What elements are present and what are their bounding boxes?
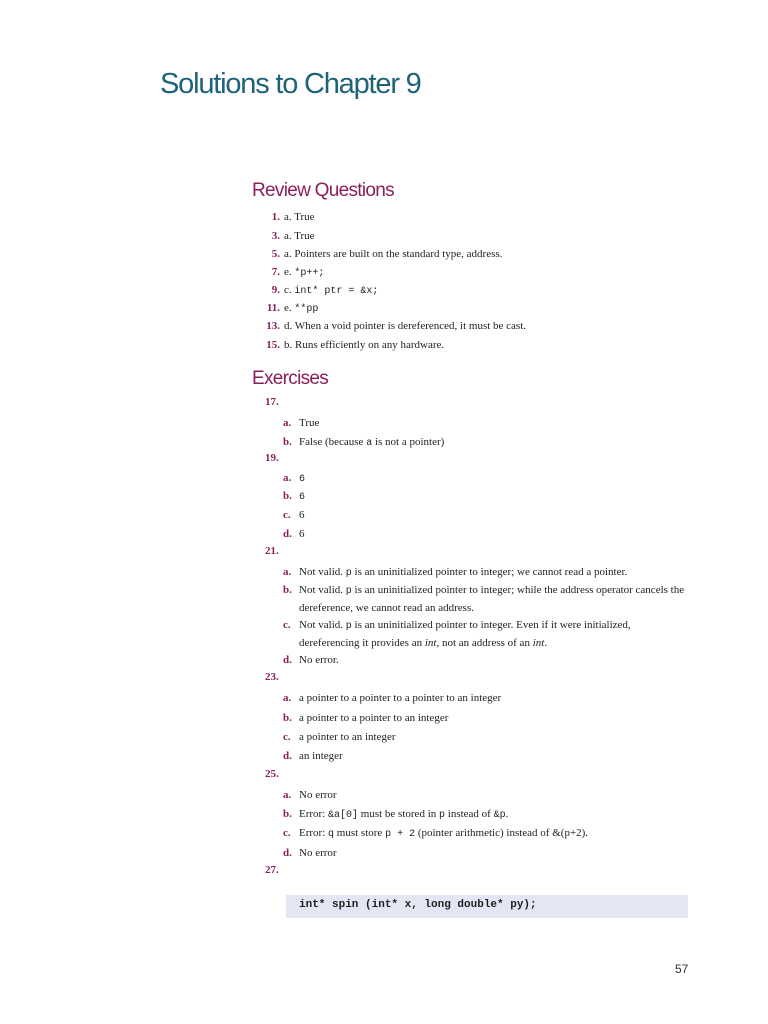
answer-text: is not a pointer) xyxy=(372,436,445,448)
answer-label: d. xyxy=(283,847,292,859)
answer-label: a. xyxy=(283,566,292,578)
page-number: 57 xyxy=(675,962,689,976)
answer-text: (pointer arithmetic) instead of &(p+2). xyxy=(415,827,589,839)
exercise-number-25: 25. xyxy=(265,768,279,780)
exercise-23-c xyxy=(283,729,691,746)
review-item-number: 5. xyxy=(271,248,280,260)
answer-text: must be stored in xyxy=(358,808,439,820)
answer-text: instead of xyxy=(445,808,494,820)
answer-label: d. xyxy=(283,528,292,540)
answer-code: p xyxy=(345,568,352,579)
answer-text: 6 xyxy=(299,509,305,521)
exercise-23-a xyxy=(283,690,691,707)
exercise-19-d xyxy=(283,526,691,543)
answer-label: b. xyxy=(283,584,292,596)
answer-code: p + 2 xyxy=(385,829,416,840)
review-item-7 xyxy=(271,264,325,282)
exercise-21-c xyxy=(283,617,691,652)
answer-code: p xyxy=(345,621,352,632)
answer-label: c. xyxy=(283,827,291,839)
answer-italic: int xyxy=(532,637,545,649)
answer-text: False (because xyxy=(299,436,367,448)
answer-code: a xyxy=(366,438,373,449)
answer-label: b. xyxy=(283,436,292,448)
exercise-21-d xyxy=(283,652,691,669)
answer-text: True xyxy=(299,417,320,429)
exercise-23-d xyxy=(283,748,691,765)
review-item-11 xyxy=(266,300,319,318)
review-item-number: 7. xyxy=(271,266,280,278)
review-item-9 xyxy=(271,282,379,300)
review-item-number: 11. xyxy=(266,302,280,314)
answer-code: p xyxy=(345,586,352,597)
answer-label: c. xyxy=(283,509,291,521)
answer-text: No error xyxy=(299,789,337,801)
review-item-3 xyxy=(271,228,315,244)
code-block xyxy=(286,895,688,918)
exercise-19-c xyxy=(283,507,691,524)
chapter-title: Solutions to Chapter 9 xyxy=(160,68,421,100)
answer-code: p xyxy=(439,810,446,821)
review-item-answer: b. Runs efficiently on any hardware. xyxy=(284,339,445,351)
answer-label: a. xyxy=(283,472,292,484)
exercise-number-27: 27. xyxy=(265,864,279,876)
answer-text: a pointer to a pointer to a pointer to an integer xyxy=(299,692,502,704)
answer-text: No error xyxy=(299,847,337,859)
answer-text: a pointer to a pointer to an integer xyxy=(299,712,449,724)
review-item-15 xyxy=(266,337,445,353)
exercise-17-a xyxy=(283,415,691,432)
exercise-23-b xyxy=(283,710,691,727)
exercise-25-d xyxy=(283,845,691,862)
answer-label: a. xyxy=(283,692,292,704)
answer-text: an integer xyxy=(299,750,343,762)
answer-text: is an uninitialized pointer to integer; while the address operator cancels the dereference, we cannot read an address. xyxy=(299,584,685,614)
answer-label: d. xyxy=(283,750,292,762)
exercise-21-a xyxy=(283,564,691,582)
exercises-heading: Exercises xyxy=(252,368,329,389)
answer-text: Error: xyxy=(299,827,329,839)
answer-code: &a[0] xyxy=(328,810,359,821)
review-item-1 xyxy=(271,209,315,225)
review-item-prefix: c. xyxy=(284,284,295,296)
answer-text: . xyxy=(544,637,548,649)
exercise-number-19: 19. xyxy=(265,452,279,464)
answer-text: 6 xyxy=(299,528,305,540)
review-item-13 xyxy=(266,318,527,334)
answer-text: is an uninitialized pointer to integer; we cannot read a pointer. xyxy=(351,566,628,578)
answer-text: No error. xyxy=(299,654,339,666)
answer-text: is an uninitialized pointer to integer. Even if it were initialized, dereferencing it provides an xyxy=(299,619,631,649)
answer-text: Not valid. xyxy=(299,566,346,578)
exercise-21-b xyxy=(283,582,691,617)
answer-label: b. xyxy=(283,490,292,502)
review-item-number: 9. xyxy=(271,284,280,296)
answer-label: d. xyxy=(283,654,292,666)
code-line: int* spin (int* x, long double* py); xyxy=(299,899,537,911)
exercise-25-b xyxy=(283,806,691,824)
answer-label: c. xyxy=(283,619,291,631)
review-item-answer: a. Pointers are built on the standard type, address. xyxy=(284,248,503,260)
exercise-number-17: 17. xyxy=(265,396,279,408)
review-item-number: 13. xyxy=(266,320,280,332)
review-questions-heading: Review Questions xyxy=(252,180,394,201)
answer-label: a. xyxy=(283,789,292,801)
answer-label: b. xyxy=(283,808,292,820)
answer-label: b. xyxy=(283,712,292,724)
answer-text: . xyxy=(505,808,509,820)
review-item-prefix: e. xyxy=(284,266,295,278)
exercise-19-a xyxy=(283,470,691,488)
answer-text: must store xyxy=(334,827,386,839)
review-item-code: *p++; xyxy=(294,268,325,279)
answer-text: not an address of an xyxy=(439,637,533,649)
answer-text: Error: xyxy=(299,808,329,820)
review-item-code: **pp xyxy=(294,304,319,315)
review-item-answer: a. True xyxy=(284,230,315,242)
exercise-17-b xyxy=(283,434,691,452)
review-item-answer: a. True xyxy=(284,211,315,223)
review-item-number: 15. xyxy=(266,339,280,351)
review-item-prefix: e. xyxy=(284,302,295,314)
exercise-25-c xyxy=(283,825,691,843)
answer-label: c. xyxy=(283,731,291,743)
exercise-number-23: 23. xyxy=(265,671,279,683)
answer-text: Not valid. xyxy=(299,584,346,596)
exercise-25-a xyxy=(283,787,691,804)
review-item-number: 3. xyxy=(271,230,280,242)
answer-code: &p xyxy=(493,810,506,821)
review-item-number: 1. xyxy=(271,211,280,223)
answer-label: a. xyxy=(283,417,292,429)
answer-code: 6 xyxy=(299,492,306,503)
exercise-number-21: 21. xyxy=(265,545,279,557)
exercise-19-b xyxy=(283,488,691,506)
answer-text: Not valid. xyxy=(299,619,346,631)
answer-text: a pointer to an integer xyxy=(299,731,396,743)
answer-code: 6 xyxy=(299,474,306,485)
review-item-5 xyxy=(271,246,503,262)
review-item-code: int* ptr = &x; xyxy=(294,286,379,297)
answer-italic: int, xyxy=(424,637,440,649)
answer-code: q xyxy=(328,829,335,840)
review-item-answer: d. When a void pointer is dereferenced, it must be cast. xyxy=(284,320,527,332)
